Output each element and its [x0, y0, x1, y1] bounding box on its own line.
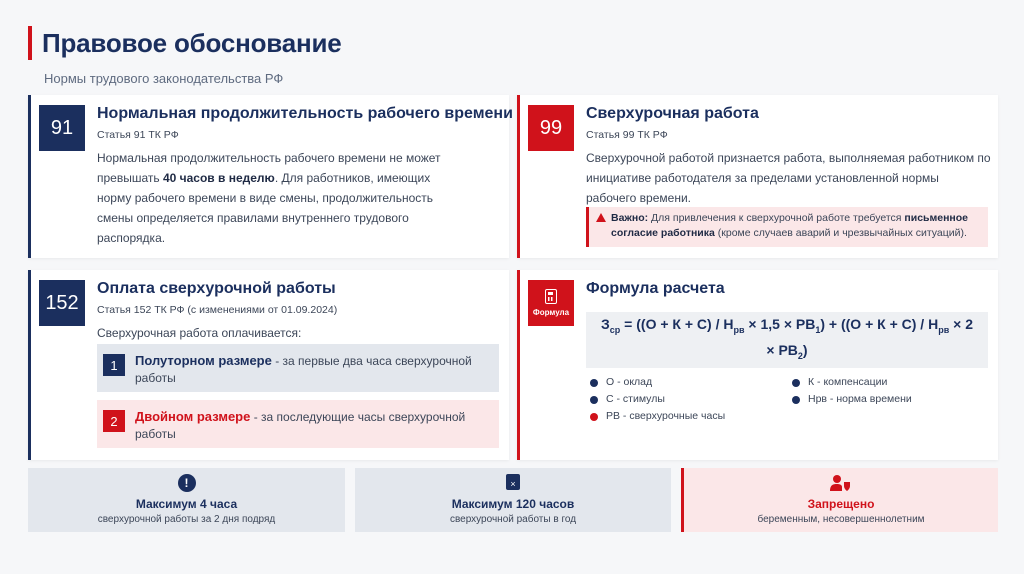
limit-title: Максимум 4 часа [135, 497, 238, 511]
payment-item-text: Полуторном размере - за первые два часа сверхурочной работы [135, 353, 472, 385]
legend-item: Нрв - норма времени [792, 393, 912, 410]
article-badge: 99 [528, 105, 574, 151]
page-title: Правовое обоснование [42, 28, 342, 58]
payment-item [97, 344, 499, 392]
formula-legend-left [590, 376, 725, 427]
payment-item-number: 2 [103, 410, 125, 432]
user-shield-icon [830, 474, 852, 497]
card-article-99 [517, 95, 998, 258]
payment-item-text: Двойном размере - за последующие часы сверхурочной работы [135, 409, 466, 441]
header-accent-bar [28, 26, 32, 60]
card-title: Формула расчета [586, 280, 725, 297]
limit-120-hours [355, 468, 671, 532]
calendar-x-icon: × [506, 474, 520, 490]
prohibited-title: Запрещено [807, 497, 875, 511]
card-formula [517, 270, 998, 460]
article-ref: Статья 152 ТК РФ (с изменениями от 01.09.2024) [97, 304, 338, 316]
card-text: Нормальная продолжительность рабочего времени не может превышать 40 часов в неделю. Для работников, имеющих норму рабочего времени в виде смены, продолжительность смены определяется правилами внутреннего трудового распорядка. [97, 151, 441, 245]
article-badge: 91 [39, 105, 85, 151]
formula-badge: Формула [528, 280, 574, 326]
card-article-91 [28, 95, 513, 258]
calculator-icon [545, 289, 557, 304]
hours-highlight: 40 часов в неделю [162, 171, 275, 185]
card-title: Сверхурочная работа [586, 105, 759, 122]
payment-item-number: 1 [103, 354, 125, 376]
legend-item: О - оклад [590, 376, 725, 393]
article-badge: 152 [39, 280, 85, 326]
prohibited [681, 468, 998, 532]
article-ref: Статья 99 ТК РФ [586, 129, 668, 141]
legend-item: К - компенсации [792, 376, 912, 393]
alert-circle-icon: ! [178, 474, 196, 492]
limit-subtitle: сверхурочной работы в год [449, 514, 577, 525]
limit-4-hours [28, 468, 345, 532]
card-text: Сверхурочной работой признается работа, выполняемая работником по инициативе работодателя за пределами установленной нормы рабочего времени. [586, 151, 991, 205]
payment-item [97, 400, 499, 448]
prohibited-subtitle: беременным, несовершеннолетним [757, 514, 925, 525]
card-article-152 [28, 270, 509, 460]
card-text: Сверхурочная работа оплачивается: [97, 326, 302, 340]
page-subtitle: Нормы трудового законодательства РФ [44, 71, 284, 86]
card-title: Оплата сверхурочной работы [97, 280, 336, 297]
warning-icon [596, 213, 606, 222]
limit-title: Максимум 120 часов [451, 497, 575, 511]
card-title: Нормальная продолжительность рабочего времени [97, 105, 513, 122]
article-ref: Статья 91 ТК РФ [97, 129, 179, 141]
legend-item: С - стимулы [590, 393, 725, 410]
warning-note: Важно: Для привлечения к сверхурочной работе требуется письменное согласие работника (кроме случаев аварий и чрезвычайных ситуаций). [586, 207, 988, 247]
formula-legend-right [792, 376, 912, 410]
limit-subtitle: сверхурочной работы за 2 дня подряд [97, 514, 276, 525]
legend-item: РВ - сверхурочные часы [590, 410, 725, 427]
formula-expression: $З_{ср} = ((О + К + С) / Н_{рв} \times 1,5 \times РВ_1) + ((О + К + С) / Н_{рв} \times 2 \times РВ_2)$ [586, 312, 988, 368]
